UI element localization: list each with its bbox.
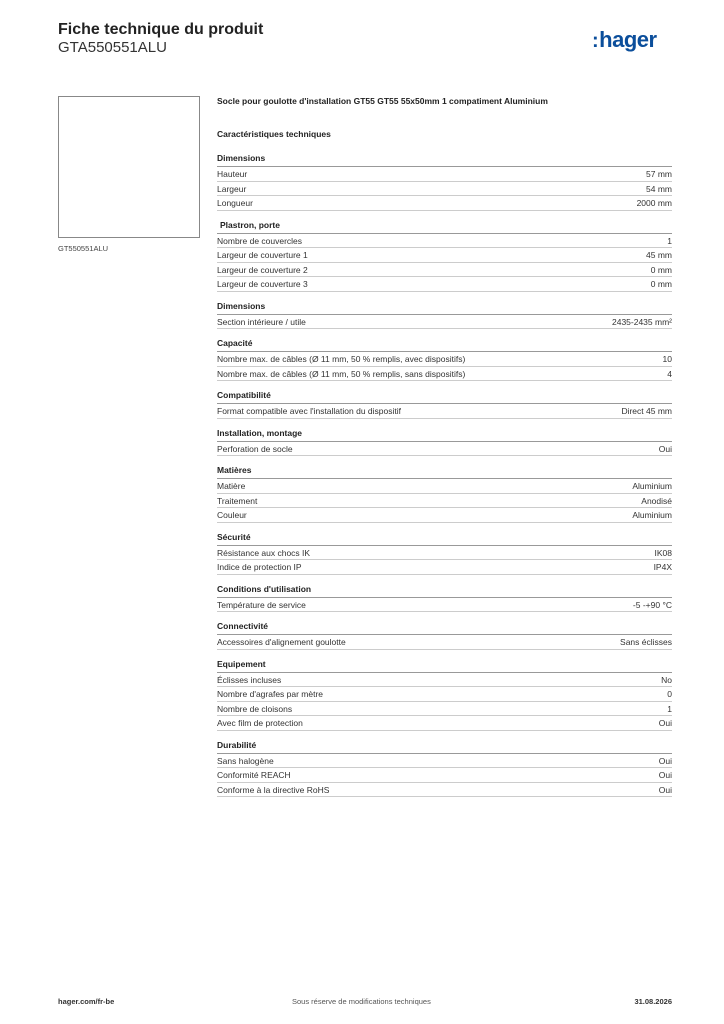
spec-section [217,301,672,330]
spec-label: Largeur de couverture 2 [217,264,308,275]
spec-label: Nombre d'agrafes par mètre [217,689,324,699]
spec-row [217,263,672,278]
spec-row [217,702,672,717]
spec-label: Résistance aux chocs IK [217,547,311,558]
spec-value: 1 [667,703,672,714]
spec-section [217,338,672,381]
spec-row [217,673,672,688]
spec-label: Largeur [217,183,247,194]
spec-value: Oui [658,755,672,766]
spec-section [217,584,672,613]
section-title: Matières [217,465,672,479]
spec-value: IK08 [654,547,672,558]
spec-row [217,508,672,523]
spec-row [217,248,672,263]
section-title: Plastron, porte [217,220,672,234]
spec-row [217,315,672,330]
spec-row [217,367,672,382]
spec-label: Couleur [217,510,247,520]
spec-label: Hauteur [217,169,248,179]
spec-value: Sans éclisses [620,637,672,647]
section-title: Connectivité [217,621,672,635]
spec-value: Aluminium [632,510,672,520]
spec-row [217,687,672,702]
spec-label: Nombre max. de câbles (Ø 11 mm, 50 % remplis, avec dispositifs) [217,354,466,364]
product-image-placeholder [58,96,200,238]
hager-logo: :hager [592,27,657,52]
logo-text: hager [599,27,657,52]
spec-row [217,716,672,731]
spec-label: Nombre max. de câbles (Ø 11 mm, 50 % remplis, sans dispositifs) [217,368,466,379]
spec-value: 1 [667,235,672,246]
spec-value: Oui [658,784,672,795]
spec-value: 10 [662,354,672,364]
spec-value: 0 mm [650,264,672,275]
section-title: Conditions d'utilisation [217,584,672,598]
spec-value: Aluminium [632,481,672,491]
section-title: Capacité [217,338,672,352]
spec-value: 0 mm [650,279,672,289]
spec-row [217,546,672,561]
spec-value: Direct 45 mm [621,406,672,416]
spec-label: Largeur de couverture 1 [217,250,308,260]
spec-section [217,740,672,798]
spec-section [217,532,672,575]
spec-value: Oui [658,443,672,454]
spec-label: Conformité REACH [217,770,291,780]
spec-label: Matière [217,481,246,491]
section-title: Dimensions [217,301,672,315]
section-title: Durabilité [217,740,672,754]
spec-content [217,96,672,806]
spec-label: Section intérieure / utile [217,316,306,327]
spec-label: Nombre de cloisons [217,703,293,714]
spec-row [217,560,672,575]
spec-value: 2435-2435 mm² [611,316,672,327]
spec-row [217,768,672,783]
spec-section [217,220,672,292]
spec-label: Longueur [217,198,253,208]
spec-label: Accessoires d'alignement goulotte [217,637,346,647]
spec-row [217,196,672,211]
spec-sections [217,153,672,797]
spec-value: 54 mm [646,183,672,194]
image-caption: GT550551ALU [58,244,109,253]
spec-row [217,352,672,367]
spec-section [217,659,672,731]
spec-label: Sans halogène [217,755,274,766]
section-title: Installation, montage [217,428,672,442]
spec-row [217,783,672,798]
spec-label: Éclisses incluses [217,674,282,685]
spec-row [217,479,672,494]
spec-row [217,598,672,613]
spec-value: -5 -+90 °C [632,599,672,610]
section-title: Sécurité [217,532,672,546]
spec-value: IP4X [653,562,672,572]
footer-website[interactable]: hager.com/fr-be [58,997,115,1006]
spec-value: 45 mm [646,250,672,260]
spec-value: 0 [667,689,672,699]
spec-row [217,754,672,769]
spec-value: 57 mm [646,169,672,179]
section-title: Dimensions [217,153,672,167]
spec-label: Largeur de couverture 3 [217,279,308,289]
spec-row [217,442,672,457]
section-title: Equipement [217,659,672,673]
spec-section [217,465,672,523]
spec-row [217,635,672,650]
spec-value: 2000 mm [636,198,672,208]
product-description: Socle pour goulotte d'installation GT55 GT55 55x50mm 1 compatiment Aluminium [217,96,548,106]
spec-label: Perforation de socle [217,443,293,454]
spec-section [217,153,672,211]
spec-value: No [661,674,672,685]
spec-label: Indice de protection IP [217,562,302,572]
spec-label: Traitement [217,495,258,506]
spec-section [217,428,672,457]
spec-value: Oui [658,718,672,728]
footer-date: 31.08.2026 [634,997,672,1006]
spec-label: Température de service [217,599,306,610]
product-reference: GTA550551ALU [58,39,167,56]
spec-row [217,182,672,197]
section-title: Compatibilité [217,390,672,404]
spec-row [217,494,672,509]
spec-value: Anodisé [641,495,672,506]
spec-section [217,390,672,419]
footer-disclaimer: Sous réserve de modifications techniques [292,997,431,1006]
spec-label: Avec film de protection [217,718,303,728]
spec-value: Oui [658,770,672,780]
spec-label: Nombre de couvercles [217,235,303,246]
spec-row [217,167,672,182]
spec-row [217,234,672,249]
tech-heading: Caractéristiques techniques [217,129,331,139]
page-title: Fiche technique du produit [58,21,264,38]
spec-row [217,404,672,419]
spec-label: Conforme à la directive RoHS [217,784,330,795]
spec-value: 4 [667,368,672,379]
spec-row [217,277,672,292]
spec-section [217,621,672,650]
spec-label: Format compatible avec l'installation du dispositif [217,406,401,416]
